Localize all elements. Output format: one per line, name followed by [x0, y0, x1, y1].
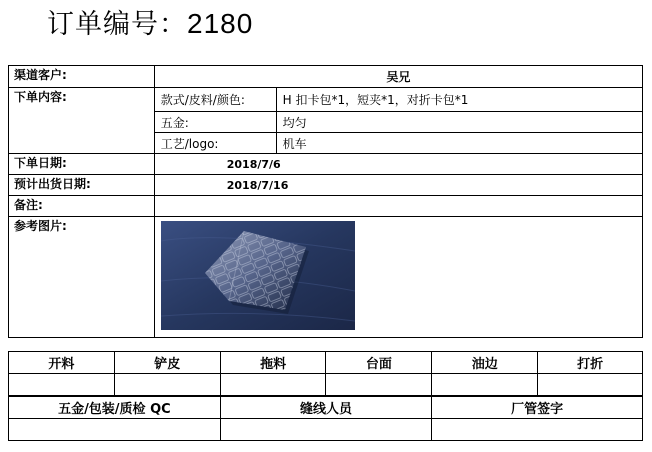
- process-cell[interactable]: [326, 374, 432, 396]
- ship-date-value: 2018/7/16: [154, 175, 642, 196]
- process-header-row: [9, 352, 643, 374]
- reference-image-cell: [154, 217, 642, 338]
- process-cell[interactable]: [220, 374, 326, 396]
- ship-date-label: 预计出货日期:: [9, 175, 155, 196]
- order-content-label: 下单内容:: [9, 88, 155, 154]
- signoff-cell[interactable]: [432, 419, 643, 441]
- row-channel-customer: [9, 66, 643, 88]
- signoff-col-qc: 五金/包装/质检 QC: [9, 397, 221, 419]
- process-col-bench: 台面: [326, 352, 432, 374]
- process-table: [8, 351, 643, 396]
- order-form-table: [8, 65, 643, 338]
- style-label: 款式/皮料/颜色:: [154, 88, 276, 112]
- channel-customer-label: 渠道客户:: [9, 66, 155, 88]
- channel-customer-value: 吴兄: [154, 66, 642, 88]
- process-col-folding: 打折: [538, 352, 643, 374]
- row-style: [9, 88, 643, 112]
- signoff-header-row: [9, 397, 643, 419]
- wallet-photo: [161, 221, 355, 330]
- process-cell[interactable]: [114, 374, 220, 396]
- order-date-label: 下单日期:: [9, 154, 155, 175]
- order-number-label: 订单编号：: [47, 9, 187, 40]
- order-number: 2180: [187, 8, 254, 39]
- process-col-edge-oil: 油边: [432, 352, 538, 374]
- hardware-label: 五金:: [154, 112, 276, 133]
- reference-image-label: 参考图片:: [9, 217, 155, 338]
- signoff-entry-row: [9, 419, 643, 441]
- process-cell[interactable]: [538, 374, 643, 396]
- signoff-col-manager: 厂管签字: [432, 397, 643, 419]
- process-cell[interactable]: [432, 374, 538, 396]
- process-col-material: 拖料: [220, 352, 326, 374]
- signoff-col-stitching: 缝线人员: [220, 397, 432, 419]
- signoff-cell[interactable]: [9, 419, 221, 441]
- signoff-cell[interactable]: [220, 419, 432, 441]
- craft-value: 机车: [276, 133, 642, 154]
- process-col-cutting: 开料: [9, 352, 115, 374]
- order-date-value: 2018/7/6: [154, 154, 642, 175]
- process-entry-row: [9, 374, 643, 396]
- signoff-table: [8, 396, 643, 441]
- row-ship-date: [9, 175, 643, 196]
- process-cell[interactable]: [9, 374, 115, 396]
- craft-label: 工艺/logo:: [154, 133, 276, 154]
- style-value: H 扣卡包*1，短夹*1，对折卡包*1: [276, 88, 642, 112]
- remarks-value: [154, 196, 642, 217]
- row-reference-image: [9, 217, 643, 338]
- remarks-label: 备注:: [9, 196, 155, 217]
- hardware-value: 均匀: [276, 112, 642, 133]
- row-order-date: [9, 154, 643, 175]
- order-title: [47, 2, 253, 41]
- process-col-skiving: 铲皮: [114, 352, 220, 374]
- row-remarks: [9, 196, 643, 217]
